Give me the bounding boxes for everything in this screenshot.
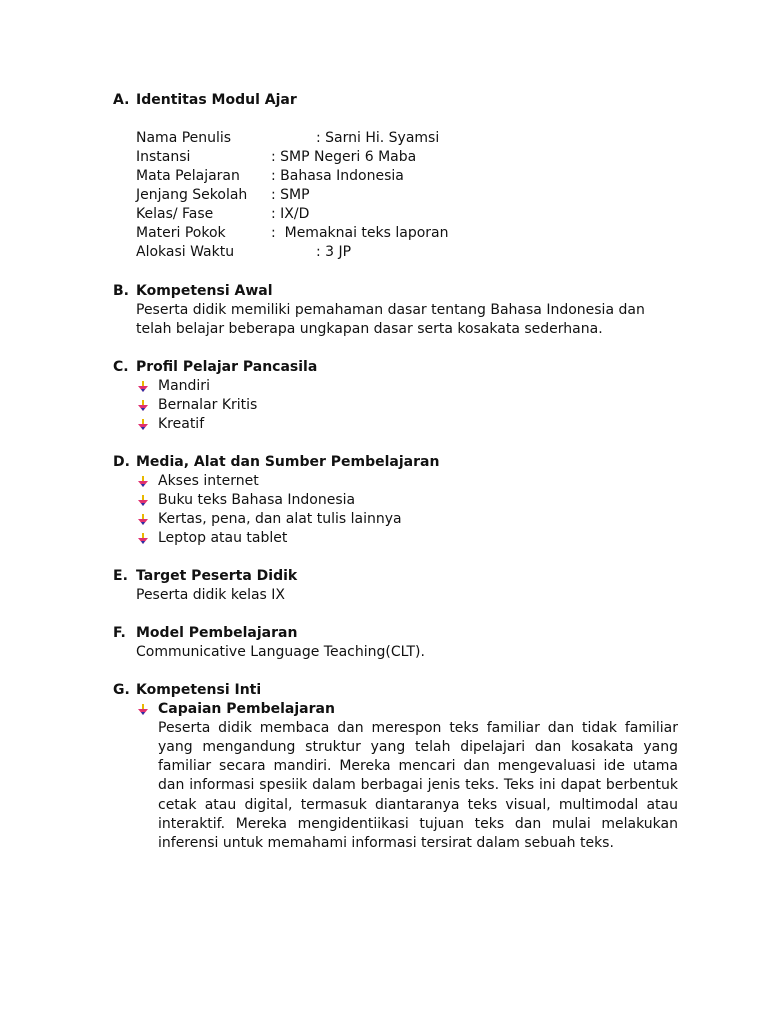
arrow-down-bullet-icon [137,381,149,393]
section-kompetensi-awal [113,282,678,339]
section-title: Profil Pelajar Pancasila [136,359,318,375]
section-heading [113,91,678,110]
section-letter: F. [113,625,126,641]
section-heading [113,282,678,301]
arrow-down-bullet-icon [137,419,149,431]
arrow-down-bullet-icon [137,400,149,412]
arrow-down-bullet-icon [137,514,149,526]
section-paragraph: Communicative Language Teaching(CLT). [136,644,425,660]
identity-value: : IX/D [271,206,310,222]
identity-row-nama-penulis [136,129,678,148]
identity-label: Instansi [136,149,191,165]
section-paragraph: Peserta didik kelas IX [136,587,286,603]
list-item [136,396,678,415]
identity-label: Jenjang Sekolah [136,187,248,203]
section-title: Kompetensi Inti [136,682,262,698]
list-item-label: Akses internet [158,473,259,489]
section-letter: C. [113,359,129,375]
bullet-list [136,700,678,719]
section-letter: A. [113,92,130,108]
identity-value: : 3 JP [316,244,352,260]
identity-label: Kelas/ Fase [136,206,214,222]
bullet-list [136,377,678,434]
section-heading [113,358,678,377]
bullet-list [136,472,678,548]
section-kompetensi-inti [113,681,678,853]
identity-label: Mata Pelajaran [136,168,240,184]
list-item [136,472,678,491]
section-heading [113,624,678,643]
section-profil-pelajar [113,358,678,434]
list-item-label: Bernalar Kritis [158,397,258,413]
section-title: Model Pembelajaran [136,625,298,641]
capaian-paragraph: Peserta didik membaca dan merespon teks familiar dan tidak familiar yang mengandung struktur yang telah dipelajari dan kosakata yang familiar secara mandiri. Mereka mencari dan mengevaluasi ide utama dan informasi spesiik dalam berbagai jenis teks. Teks ini dapat berbentuk cetak atau digital, termasuk diantaranya teks visual, multimodal atau interaktif. Mereka mengidentiikasi tujuan teks dan mulai melakukan inferensi untuk memahami informasi tersirat dalam sebuah teks. [158,720,678,851]
section-letter: B. [113,283,129,299]
identity-row-kelas-fase [136,205,678,224]
identity-label: Materi Pokok [136,225,226,241]
list-item [136,529,678,548]
identity-value: : SMP [271,187,310,203]
identity-value: : Memaknai teks laporan [271,225,449,241]
identity-row-instansi [136,148,678,167]
identity-label: Alokasi Waktu [136,244,235,260]
arrow-down-bullet-icon [137,533,149,545]
identity-value: : Bahasa Indonesia [271,168,404,184]
list-item [136,700,678,719]
list-item [136,377,678,396]
arrow-down-bullet-icon [137,704,149,716]
list-item-label: Kertas, pena, dan alat tulis lainnya [158,511,402,527]
identity-row-mata-pelajaran [136,167,678,186]
section-title: Target Peserta Didik [136,568,298,584]
list-item-label: Kreatif [158,416,205,432]
subsection-title: Capaian Pembelajaran [158,701,335,717]
section-model-pembelajaran [113,624,678,662]
list-item [136,415,678,434]
section-title: Media, Alat dan Sumber Pembelajaran [136,454,440,470]
section-heading [113,453,678,472]
identity-label: Nama Penulis [136,130,232,146]
identity-table [136,129,678,262]
identity-value: : Sarni Hi. Syamsi [316,130,440,146]
arrow-down-bullet-icon [137,476,149,488]
section-letter: D. [113,454,130,470]
section-title: Kompetensi Awal [136,283,273,299]
list-item-label: Mandiri [158,378,210,394]
section-identitas [113,91,678,262]
section-target-peserta [113,567,678,605]
identity-value: : SMP Negeri 6 Maba [271,149,417,165]
section-letter: G. [113,682,130,698]
arrow-down-bullet-icon [137,495,149,507]
identity-row-jenjang-sekolah [136,186,678,205]
section-title: Identitas Modul Ajar [136,92,297,108]
list-item [136,510,678,529]
section-media-alat [113,453,678,548]
identity-row-alokasi-waktu [136,243,678,262]
list-item [136,491,678,510]
section-letter: E. [113,568,128,584]
section-heading [113,567,678,586]
identity-row-materi-pokok [136,224,678,243]
section-heading [113,681,678,700]
list-item-label: Buku teks Bahasa Indonesia [158,492,356,508]
list-item-label: Leptop atau tablet [158,530,288,546]
section-paragraph: Peserta didik memiliki pemahaman dasar tentang Bahasa Indonesia dan telah belajar beberapa ungkapan dasar serta kosakata sederhana. [136,302,645,337]
